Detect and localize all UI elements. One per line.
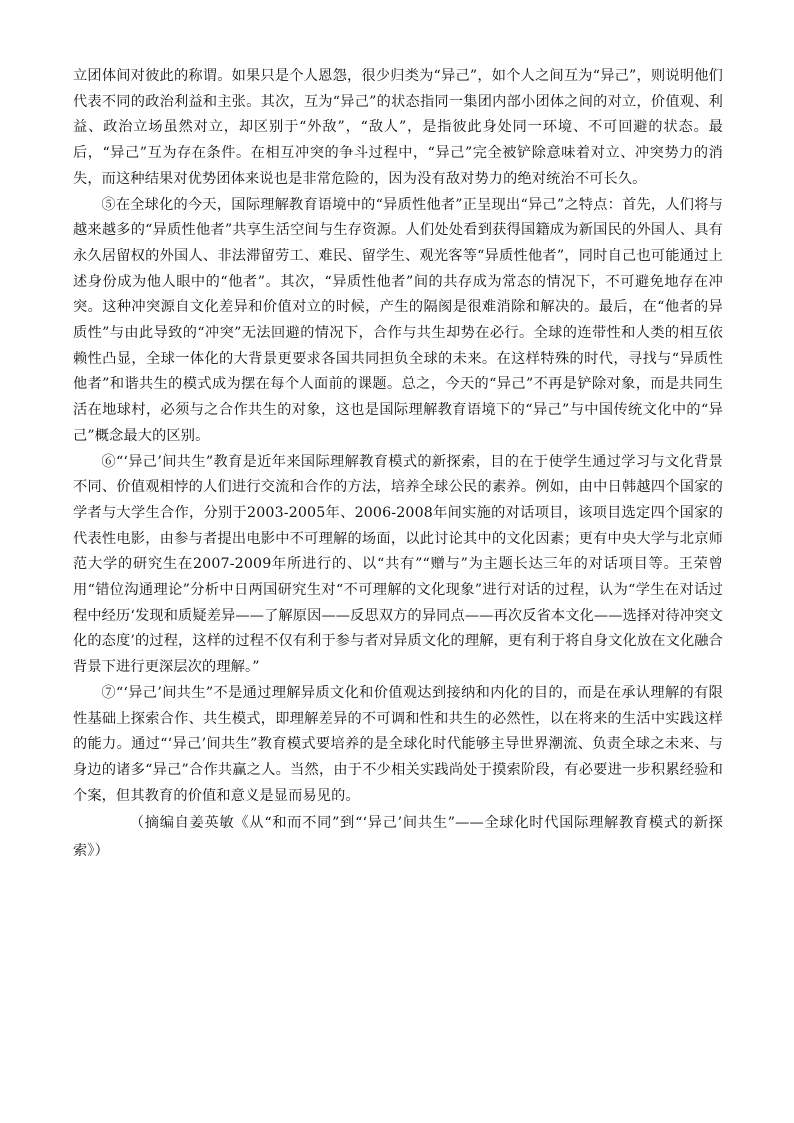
paragraph-5: ⑤在全球化的今天，国际理解教育语境中的“异质性他者”正呈现出“异己”之特点：首先，人们将与越来越多的“异质性他者”共享生活空间与生存资源。人们处处看到获得国籍成为新国民的外国人、具有永久居留权的外国人、非法滞留劳工、难民、留学生、观光客等“异质性他者”，同时自己也可能通过上述身份成为他人眼中的“他者”。其次，“异质性他者”间的共存成为常态的情况下，不可避免地存在冲突。这种冲突源自文化差异和价值对立的时候，产生的隔阂是很难消除和解决的。最后，在“他者的异质性”与由此导致的“冲突”无法回避的情况下，合作与共生却势在必行。全球的连带性和人类的相互依赖性凸显，全球一体化的大背景更要求各国共同担负全球的未来。在这样特殊的时代，寻找与“异质性他者”和谐共生的模式成为摆在每个人面前的课题。总之，今天的“异己”不再是铲除对象，而是共同生活在地球村，必须与之合作共生的对象，这也是国际理解教育语境下的“异己”与中国传统文化中的“异己”概念最大的区别。 [73,196,723,444]
source-citation: （摘编自姜英敏《从“和而不同”到“‘异己’间共生”——全球化时代国际理解教育模式的新探索》） [73,815,723,860]
paragraph-7: ⑦“‘异己’间共生”不是通过理解异质文化和价值观达到接纳和内化的目的，而是在承认理解的有限性基础上探索合作、共生模式，即理解差异的不可调和性和共生的必然性，以在将来的生活中实践这样的能力。通过“‘异己’间共生”教育模式要培养的是全球化时代能够主导世界潮流、负责全球之未来、与身边的诸多“异己”合作共赢之人。当然，由于不少相关实践尚处于摸索阶段，有必要进一步积累经验和个案，但其教育的价值和意义是显而易见的。 [73,684,723,804]
paragraph-continuation: 立团体间对彼此的称谓。如果只是个人恩怨，很少归类为“异己”，如个人之间互为“异己”，则说明他们代表不同的政治利益和主张。其次，互为“异己”的状态指同一集团内部小团体之间的对立，价值观、利益、政治立场虽然对立，却区别于“外敌”，“敌人”，是指彼此身处同一环境、不可回避的状态。最后，“异己”互为存在条件。在相互冲突的争斗过程中，“异己”完全被铲除意味着对立、冲突势力的消失，而这种结果对优势团体来说也是非常危险的，因为没有敌对势力的绝对统治不可长久。 [73,68,723,187]
document-page [73,64,723,865]
paragraph-6: ⑥“‘异己’间共生”教育是近年来国际理解教育模式的新探索，目的在于使学生通过学习与文化背景不同、价值观相悖的人们进行交流和合作的方法，培养全球公民的素养。例如，由中日韩越四个国家的学者与大学生合作，分别于2003-2005年、2006-2008年间实施的对话项目，该项目选定四个国家的代表性电影，由参与者提出电影中不可理解的场面，以此讨论其中的文化因素；更有中央大学与北京师范大学的研究生在2007-2009年所进行的、以“共有”“赠与”为主题长达三年的对话项目等。王荣曾用“错位沟通理论”分析中日两国研究生对“不可理解的文化现象”进行对话的过程，认为“学生在对话过程中经历‘发现和质疑差异——了解原因——反思双方的异同点——再次反省本文化——选择对待冲突文化的态度’的过程，这样的过程不仅有利于参与者对异质文化的理解，更有利于将自身文化放在文化融合背景下进行更深层次的理解。” [73,453,723,676]
